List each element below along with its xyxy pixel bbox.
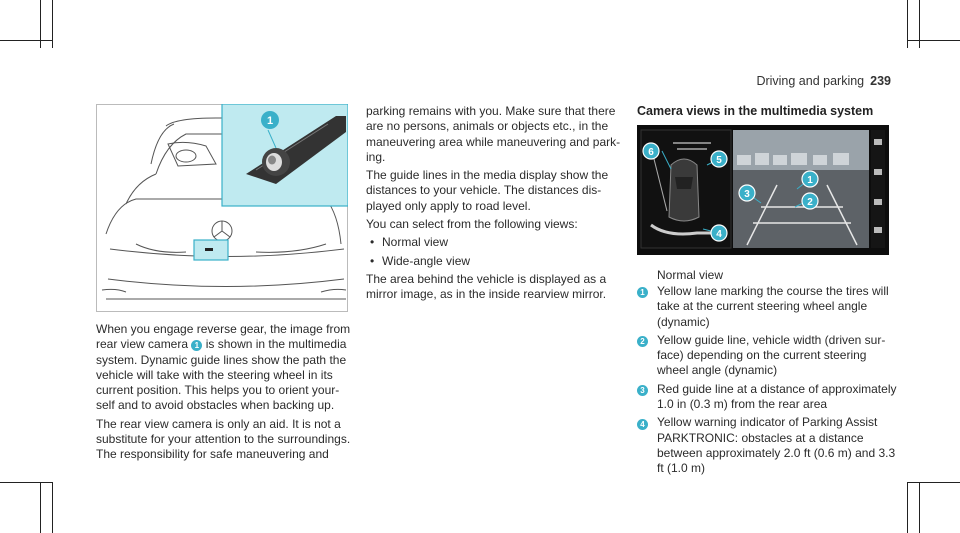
callout-badge: 2 [637,336,648,347]
middle-paragraph-2: The guide lines in the media display show the distances to your vehicle. The distances dis-played only apply to road level. [366,168,609,213]
running-header [756,74,891,88]
legend-item: 3 Red guide line at a distance of approximately 1.0 in (0.3 m) from the rear area [637,382,897,413]
left-column [96,322,354,466]
left-paragraph-2: The rear view camera is only an aid. It is not a substitute for your attention to the surroundings. The responsibility for safe maneuvering and [96,416,351,462]
rear-camera-illustration [96,104,348,312]
camera-view-screen [637,125,889,255]
legend-item: 2 Yellow guide line, vehicle width (driven sur-face) depending on the current steering wheel angle (dynamic) [637,333,897,379]
crop-mark [0,482,52,483]
crop-mark [907,40,960,41]
crop-mark [907,482,908,533]
list-item: • Wide-angle view [370,253,471,268]
crop-mark [907,482,960,483]
callout-badge: 3 [637,385,648,396]
crop-mark [52,482,53,533]
crop-mark [52,0,53,48]
section-title: Driving and parking [756,74,865,88]
middle-paragraph-1: parking remains with you. Make sure that there are no persons, animals or objects etc., in the maneuvering area while maneuvering and park-ing. [366,104,621,164]
callout-badge: 1 [637,287,648,298]
fig2-callout-6: 6 [648,147,654,158]
middle-paragraph-3: You can select from the following views: [366,217,578,232]
bullet-icon: • [370,253,375,268]
callout-badge: 4 [637,419,648,430]
middle-column [366,104,622,306]
legend-list [637,284,897,480]
crop-mark [0,40,52,41]
legend-item: 1 Yellow lane marking the course the tires will take at the current steering wheel angle (dynamic) [637,284,897,330]
left-paragraph-1: When you engage reverse gear, the image from rear view camera 1 is shown in the multimedia system. Dynamic guide lines show the path the vehicle will take with the steering wheel in its current position. This helps you to orient your-self and to avoid obstacles when backing up. [96,322,351,413]
fig1-callout-1: 1 [266,115,274,127]
callout-badge: 1 [191,340,202,351]
page-number: 239 [870,74,891,88]
fig2-callout-3: 3 [744,189,750,200]
fig2-callout-2: 2 [807,197,813,208]
list-item: • Normal view [370,235,449,250]
fig2-callout-1: 1 [807,175,813,186]
crop-mark [919,482,920,533]
section-heading: Camera views in the multimedia system [637,104,874,118]
crop-mark [40,482,41,533]
fig2-callout-4: 4 [716,229,722,240]
fig2-callout-5: 5 [716,155,722,166]
bullet-icon: • [370,235,375,250]
legend-item: 4 Yellow warning indicator of Parking Assist PARKTRONIC: obstacles at a distance between approximately 2.0 ft (0.6 m) and 3.3 ft (1.0 m) [637,415,897,476]
middle-paragraph-4: The area behind the vehicle is displayed as a mirror image, as in the inside rearview mirror. [366,271,607,302]
legend-title: Normal view [657,268,724,282]
